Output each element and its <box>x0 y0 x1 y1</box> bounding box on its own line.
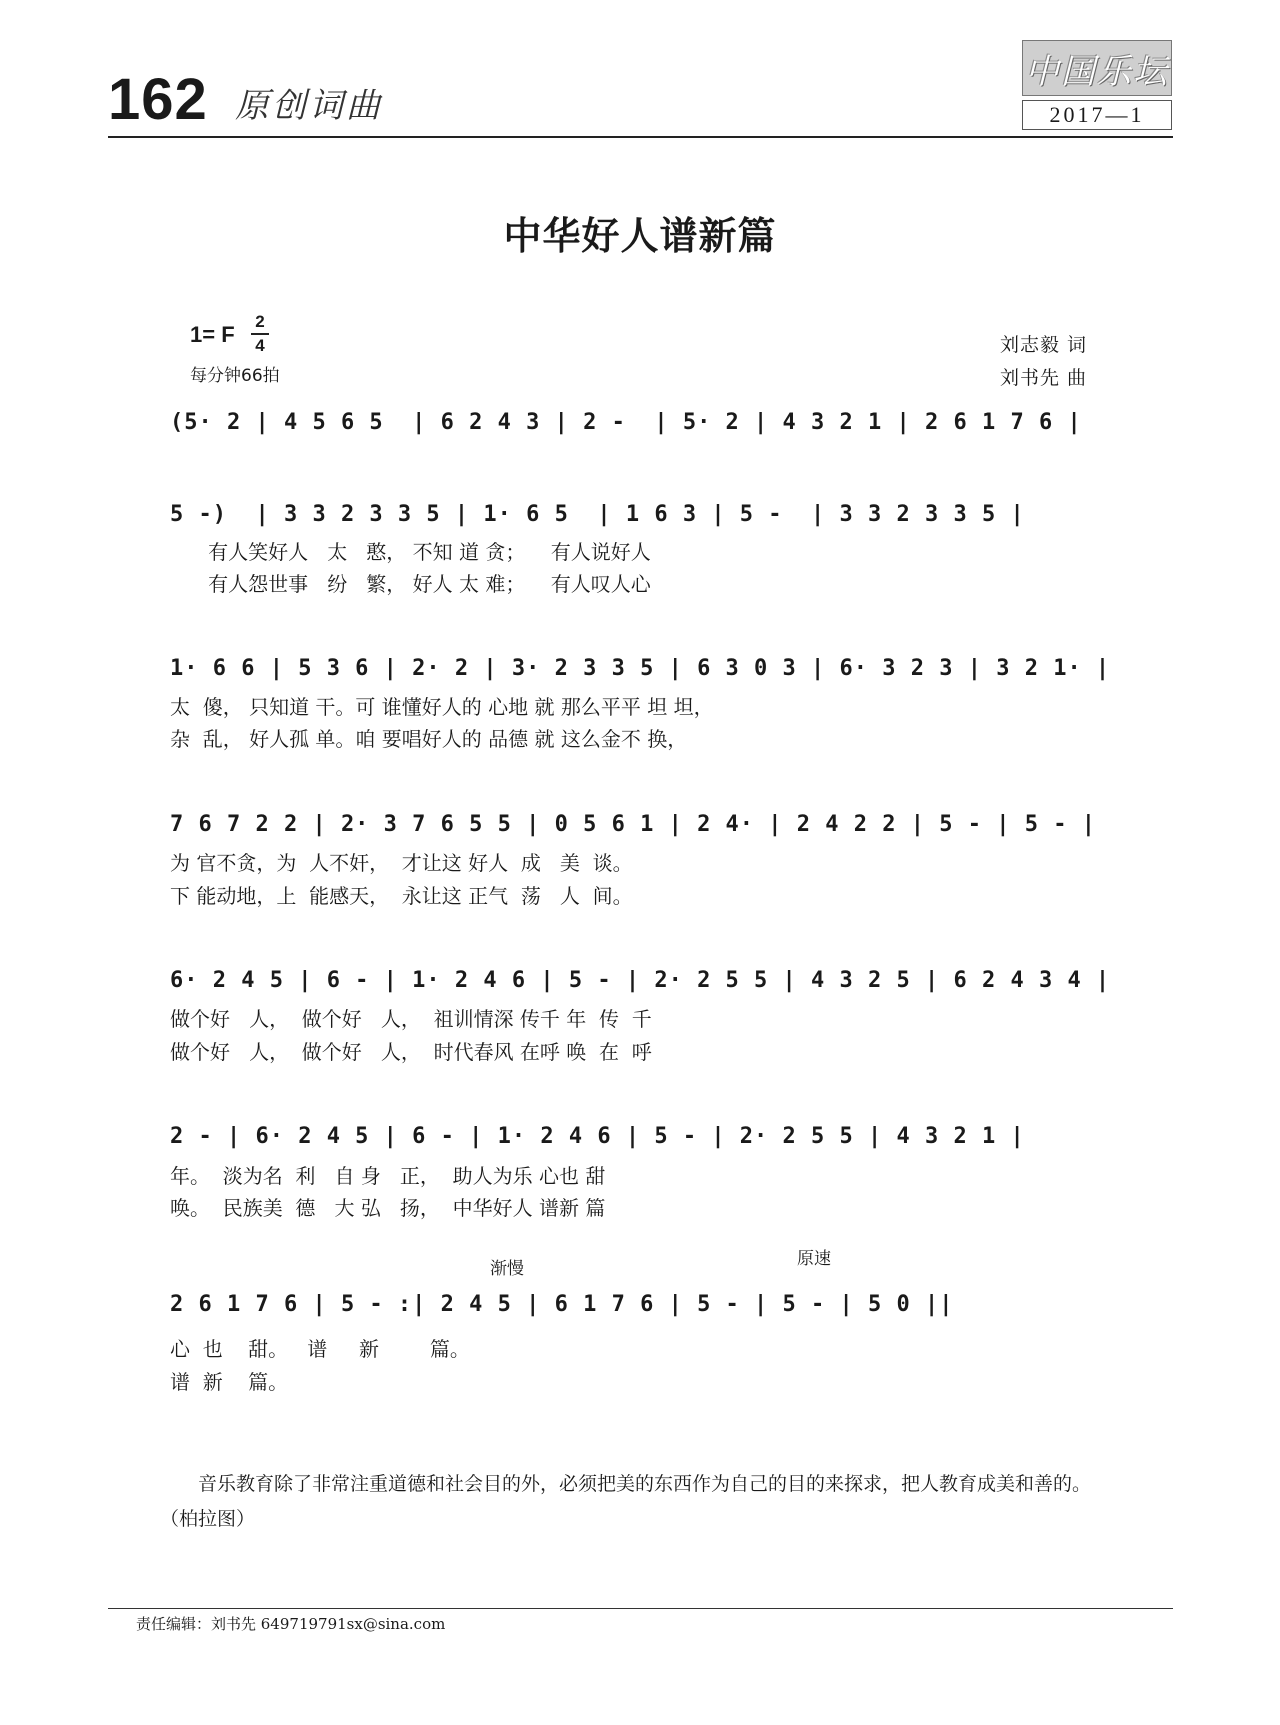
editor-credit: 责任编辑：刘书先 649719791sx@sina.com <box>136 1615 446 1633</box>
page-number: 162 <box>108 67 208 132</box>
lyric-verse-2: 有人怨世事 纷 繁， 好人 太 难； 有人叹人心 <box>170 572 651 596</box>
lyric-verse-1: 太 傻， 只知道 干。可 谁懂好人的 心地 就 那么平平 坦 坦， <box>170 695 714 719</box>
notation-line: 6· 2 4 5 | 6 - | 1· 2 4 6 | 5 - | 2· 2 5 5 | 4 3 2 5 | 6 2 4 3 4 | <box>170 968 1111 993</box>
header-divider <box>108 136 1173 138</box>
composer-credit: 刘书先 曲 <box>1000 367 1088 389</box>
lyric-verse-2: 做个好 人， 做个好 人， 时代春风 在呼 唤 在 呼 <box>170 1040 652 1064</box>
lyric-verse-2: 下 能动地，上 能感天， 永让这 正气 荡 人 间。 <box>170 884 633 908</box>
lyric-verse-1: 心 也 甜。 谱 新 篇。 <box>170 1337 470 1361</box>
lyric-verse-2: 杂 乱， 好人孤 单。咱 要唱好人的 品德 就 这么金不 换， <box>170 727 688 751</box>
lyric-verse-2: 唤。 民族美 德 大 弘 扬， 中华好人 谱新 篇 <box>170 1196 606 1220</box>
lyric-verse-1: 年。 淡为名 利 自 身 正， 助人为乐 心也 甜 <box>170 1164 606 1188</box>
score-system-6 <box>170 1122 1125 1162</box>
ritardando-marking: 渐慢 <box>490 1259 524 1279</box>
plato-quote: 音乐教育除了非常注重道德和社会目的外，必须把美的东西作为自己的目的来探求，把人教育成美和善的。（柏拉图） <box>160 1473 1092 1530</box>
score-system-5 <box>170 966 1125 1006</box>
a-tempo-marking: 原速 <box>797 1249 831 1269</box>
key-signature: 1= F <box>190 322 235 347</box>
score-system-4 <box>170 810 1125 850</box>
lyricist-credit: 刘志毅 词 <box>1000 334 1088 356</box>
score-system-1 <box>170 408 1125 448</box>
notation-line: 5 -) | 3 3 2 3 3 5 | 1· 6 5 | 1 6 3 | 5 - | 3 3 2 3 3 5 | <box>170 502 1025 527</box>
notation-line: 1· 6 6 | 5 3 6 | 2· 2 | 3· 2 3 3 5 | 6 3 0 3 | 6· 3 2 3 | 3 2 1· | <box>170 656 1111 681</box>
notation-line: 7 6 7 2 2 | 2· 3 7 6 5 5 | 0 5 6 1 | 2 4· | 2 4 2 2 | 5 - | 5 - | <box>170 812 1096 837</box>
lyric-verse-1: 做个好 人， 做个好 人， 祖训情深 传千 年 传 千 <box>170 1007 652 1031</box>
issue-number: 2017—1 <box>1022 100 1172 130</box>
score-system-7 <box>170 1290 1125 1330</box>
song-title: 中华好人谱新篇 <box>503 214 777 258</box>
score-system-3 <box>170 654 1125 694</box>
notation-line: (5· 2 | 4 5 6 5 | 6 2 4 3 | 2 - | 5· 2 | 4 3 2 1 | 2 6 1 7 6 | <box>170 410 1082 435</box>
notation-line: 2 - | 6· 2 4 5 | 6 - | 1· 2 4 6 | 5 - | 2· 2 5 5 | 4 3 2 1 | <box>170 1124 1025 1149</box>
meter-line <box>251 333 269 335</box>
footer-divider <box>108 1608 1173 1609</box>
meter-top: 2 <box>255 312 265 331</box>
meter-bottom: 4 <box>255 336 265 355</box>
time-signature <box>251 312 269 356</box>
lyric-verse-2: 谱 新 篇。 <box>170 1370 289 1394</box>
section-title: 原创词曲 <box>235 86 383 126</box>
score-system-2 <box>170 500 1125 540</box>
tempo-marking: 每分钟66拍 <box>190 366 280 386</box>
lyric-verse-1: 有人笑好人 太 憨， 不知 道 贪； 有人说好人 <box>170 540 651 564</box>
lyric-verse-1: 为 官不贪，为 人不奸， 才让这 好人 成 美 谈。 <box>170 851 633 875</box>
journal-logo: 中国乐坛 <box>1022 40 1172 96</box>
notation-line: 2 6 1 7 6 | 5 - :| 2 4 5 | 6 1 7 6 | 5 - | 5 - | 5 0 || <box>170 1292 954 1317</box>
